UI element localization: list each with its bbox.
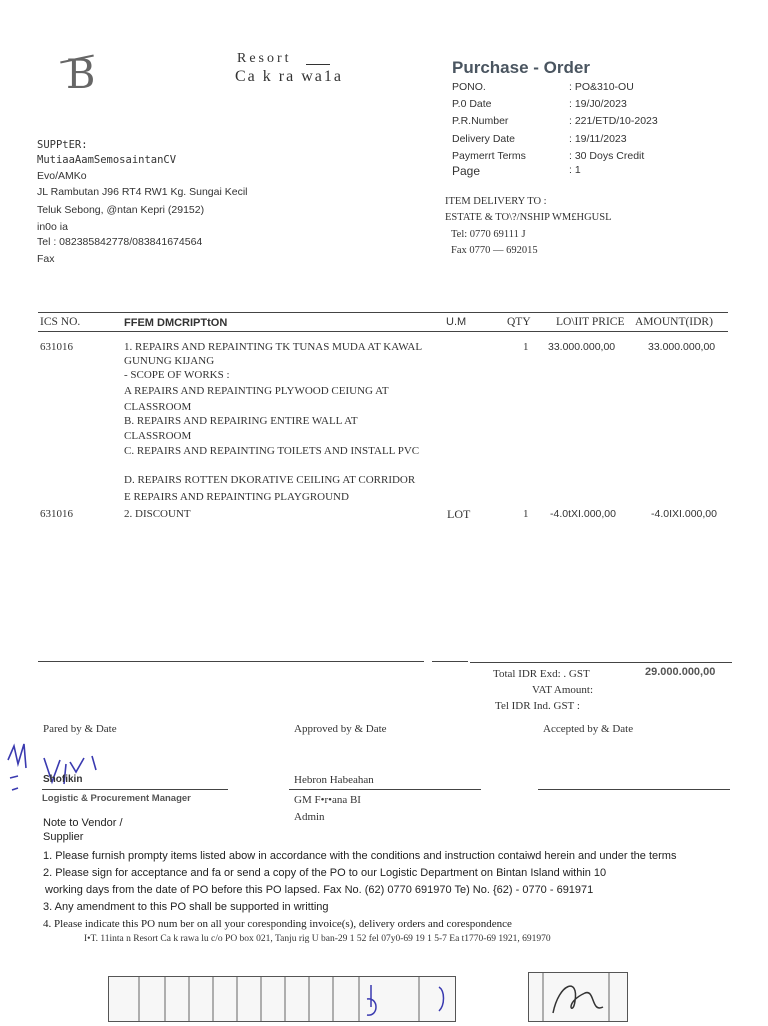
table-top-rule xyxy=(38,312,728,313)
table-bottom-rule-amount xyxy=(470,662,732,663)
desc-line-10: E REPAIRS AND REPAINTING PLAYGROUND xyxy=(124,491,349,503)
row2-amount: -4.0IXI.000,00 xyxy=(651,508,717,520)
note-1: 1. Please furnish prompty items listed abow in accordance with the conditions and instruction contaiwd herein and under the terms xyxy=(43,850,677,862)
pr-number-value: : 221/ETD/10-2023 xyxy=(569,115,658,127)
bottom-stamp-right xyxy=(528,972,628,1022)
payment-terms-value: : 30 Doys Credit xyxy=(569,150,645,162)
delivery-date-value: : 19/11/2023 xyxy=(569,133,627,145)
delivery-date-label: Delivery Date xyxy=(452,133,516,145)
page-label: Page xyxy=(452,164,481,178)
approved-title: GM F•r•ana BI xyxy=(294,794,361,806)
prepared-sign-line xyxy=(42,789,228,790)
table-bottom-rule xyxy=(38,661,424,662)
prepared-title: Logistic & Procurement Manager xyxy=(42,793,191,804)
row2-ics: 631016 xyxy=(40,508,73,520)
supplier-phone: Tel : 082385842778/083841674564 xyxy=(37,236,203,248)
col-header-ics: ICS NO. xyxy=(40,316,81,328)
row1-amount: 33.000.000,00 xyxy=(648,341,716,353)
signature-scribble xyxy=(4,738,124,800)
table-bottom-rule-um xyxy=(432,661,468,662)
prepared-by-label: Pared by & Date xyxy=(43,723,117,735)
resort-word: Resort xyxy=(237,51,292,66)
bottom-stamp-left xyxy=(108,976,456,1022)
footer-address: I•T. 11inta n Resort Ca k rawa lu c/o PO box 021, Tanju rig U ban-29 1 52 fel 07y0-69 19 1 5-7 Ea t1770-69 1921, 691970 xyxy=(84,934,551,944)
resort-underline xyxy=(306,64,330,65)
vat-label: VAT Amount: xyxy=(532,684,594,696)
row2-description: 2. DISCOUNT xyxy=(124,508,191,520)
po-date-value: : 19/J0/2023 xyxy=(569,98,627,110)
approved-sign-line xyxy=(289,789,481,790)
desc-line-4: A REPAIRS AND REPAINTING PLYWOOD CEIUNG AT xyxy=(124,385,389,397)
col-header-um: U.M xyxy=(446,316,467,328)
row2-unit-price: -4.0tXI.000,00 xyxy=(550,508,616,520)
resort-name: Ca k ra wa1a xyxy=(235,68,343,85)
total-excl-value: 29.000.000,00 xyxy=(645,666,716,678)
prepared-name: Shofikin xyxy=(43,774,83,785)
po-number-value: : PO&310-OU xyxy=(569,81,634,93)
note-2: 2. Please sign for acceptance and fa or send a copy of the PO to our Logistic Department on Bintan Island within 10 xyxy=(43,867,607,879)
table-header-rule xyxy=(38,331,728,332)
row1-ics: 631016 xyxy=(40,341,73,353)
accepted-sign-line xyxy=(538,789,730,790)
desc-line-6: B. REPAIRS AND REPAIRING ENTIRE WALL AT xyxy=(124,415,358,427)
payment-terms-label: Paymerrt Terms xyxy=(452,150,526,162)
total-excl-label: Total IDR Exd: . GST xyxy=(493,668,590,680)
note-3: 3. Any amendment to this PO shall be supported in writting xyxy=(43,901,329,913)
po-title: Purchase - Order xyxy=(452,58,590,77)
resort-logo: B xyxy=(66,52,96,98)
note-2-cont: working days from the date of PO before this PO lapsed. Fax No. (62) 0770 691970 Te) No. {62) - 0770 - 691971 xyxy=(45,884,594,896)
delivery-tel: Tel: 0770 69111 J xyxy=(451,229,526,240)
accepted-by-label: Accepted by & Date xyxy=(543,723,634,735)
page-value: : 1 xyxy=(569,164,581,176)
notes-heading-1: Note to Vendor / xyxy=(43,817,123,829)
supplier-contact: Evo/AMKo xyxy=(37,170,87,182)
desc-line-1: 1. REPAIRS AND REPAINTING TK TUNAS MUDA AT KAWAL xyxy=(124,341,423,353)
pr-number-label: P.R.Number xyxy=(452,115,509,127)
supplier-name: MutiaaAamSemosaintanCV xyxy=(37,154,177,166)
supplier-address-2: Teluk Sebong, @ntan Kepri (29152) xyxy=(37,204,205,216)
desc-line-7: CLASSROOM xyxy=(124,430,192,442)
delivery-heading: ITEM DELIVERY TO : xyxy=(445,196,547,207)
row1-qty: 1 xyxy=(523,341,529,353)
desc-line-8: C. REPAIRS AND REPAINTING TOILETS AND INSTALL PVC xyxy=(124,445,420,457)
row2-qty: 1 xyxy=(523,508,529,520)
col-header-unit-price: LO\IIT PRICE xyxy=(556,316,625,328)
row2-um: LOT xyxy=(447,507,471,521)
desc-line-5: CLASSROOM xyxy=(124,401,192,413)
desc-line-9: D. REPAIRS ROTTEN DKORATIVE CEILING AT CORRIDOR xyxy=(124,474,416,486)
note-4: 4. Please indicate this PO num ber on all your coresponding invoice(s), delivery orders and corespondence xyxy=(43,918,512,930)
delivery-estate: ESTATE & TO\?/NSHIP WM£HGUSL xyxy=(445,212,612,223)
po-number-label: PONO. xyxy=(452,81,486,93)
col-header-qty: QTY xyxy=(507,316,531,328)
col-header-amount: AMOUNT(IDR) xyxy=(635,316,713,328)
approved-role: Admin xyxy=(294,811,325,823)
desc-line-2: GUNUNG KIJANG xyxy=(124,355,215,367)
supplier-heading: SUPPtER: xyxy=(37,139,88,151)
approved-name: Hebron Habeahan xyxy=(294,774,374,786)
supplier-address-1: JL Rambutan J96 RT4 RW1 Kg. Sungai Kecil xyxy=(37,186,248,198)
total-incl-label: Tel IDR Ind. GST : xyxy=(495,700,580,712)
po-date-label: P.0 Date xyxy=(452,98,492,110)
row1-unit-price: 33.000.000,00 xyxy=(548,341,616,353)
delivery-fax: Fax 0770 — 692015 xyxy=(451,245,538,256)
notes-heading-2: Supplier xyxy=(43,831,84,843)
supplier-fax: Fax xyxy=(37,253,55,265)
supplier-line: in0o ia xyxy=(37,221,68,233)
approved-by-label: Approved by & Date xyxy=(294,723,387,735)
col-header-description: FFEM DMCRIPTtON xyxy=(124,317,228,329)
desc-line-3: - SCOPE OF WORKS : xyxy=(124,369,230,381)
